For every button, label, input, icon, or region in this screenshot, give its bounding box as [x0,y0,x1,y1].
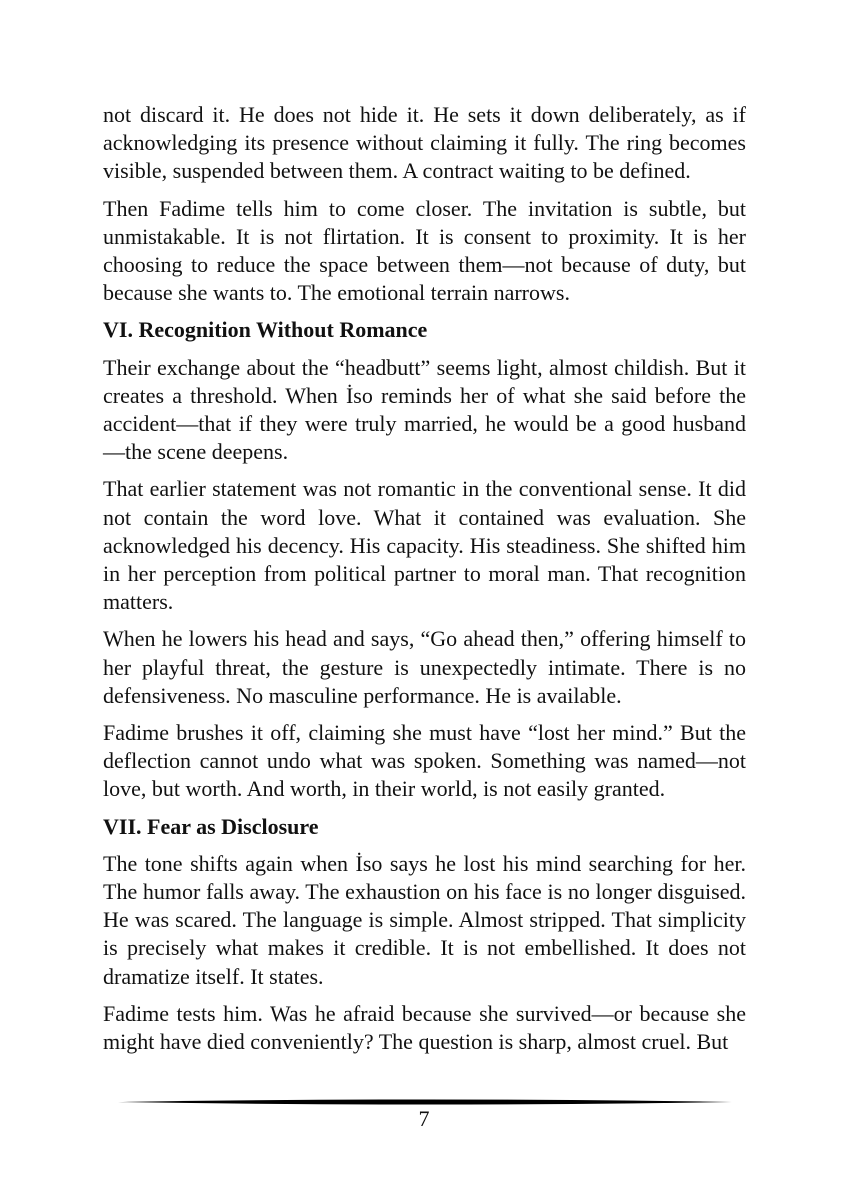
page-body [103,101,746,1065]
paragraph: Fadime brushes it off, claiming she must have “lost her mind.” But the deflection cannot undo what was spoken. Something was named—not love, but worth. And worth, in their world, is not easily granted. [103,720,746,802]
paragraph: not discard it. He does not hide it. He sets it down deliberately, as if acknowledging its presence without claiming it fully. The ring becomes visible, suspended between them. A contract waiting to be defined. [103,102,746,184]
paragraph: Their exchange about the “headbutt” seems light, almost childish. But it creates a threshold. When İso reminds her of what she said before the accident—that if they were truly married, he would be a good husband—the scene deepens. [103,354,746,465]
paragraph: The tone shifts again when İso says he lost his mind searching for her. The humor falls away. The exhaustion on his face is no longer disguised. He was scared. The language is simple. Almost stripped. That simplicity is precisely what makes it credible. It is not embellished. It does not dramatize itself. It states. [103,850,746,989]
footer-divider [118,1098,732,1106]
paragraph: Fadime tests him. Was he afraid because she survived—or because she might have died conveniently? The question is sharp, almost cruel. But [103,1000,746,1055]
paragraph: When he lowers his head and says, “Go ahead then,” offering himself to her playful threat, the gesture is unexpectedly intimate. There is no defensiveness. No masculine performance. He is available. [103,626,746,708]
section-heading: VI. Recognition Without Romance [103,317,428,343]
section-heading: VII. Fear as Disclosure [103,813,319,839]
paragraph: Then Fadime tells him to come closer. The invitation is subtle, but unmistakable. It is not flirtation. It is consent to proximity. It is her choosing to reduce the space between them—not because of duty, but because she wants to. The emotional terrain narrows. [103,195,746,306]
paragraph: That earlier statement was not romantic in the conventional sense. It did not contain the word love. What it contained was evaluation. She acknowledged his decency. His capacity. His steadiness. She shifted him in her perception from political partner to moral man. That recognition matters. [103,476,746,615]
page-number: 7 [418,1106,430,1131]
